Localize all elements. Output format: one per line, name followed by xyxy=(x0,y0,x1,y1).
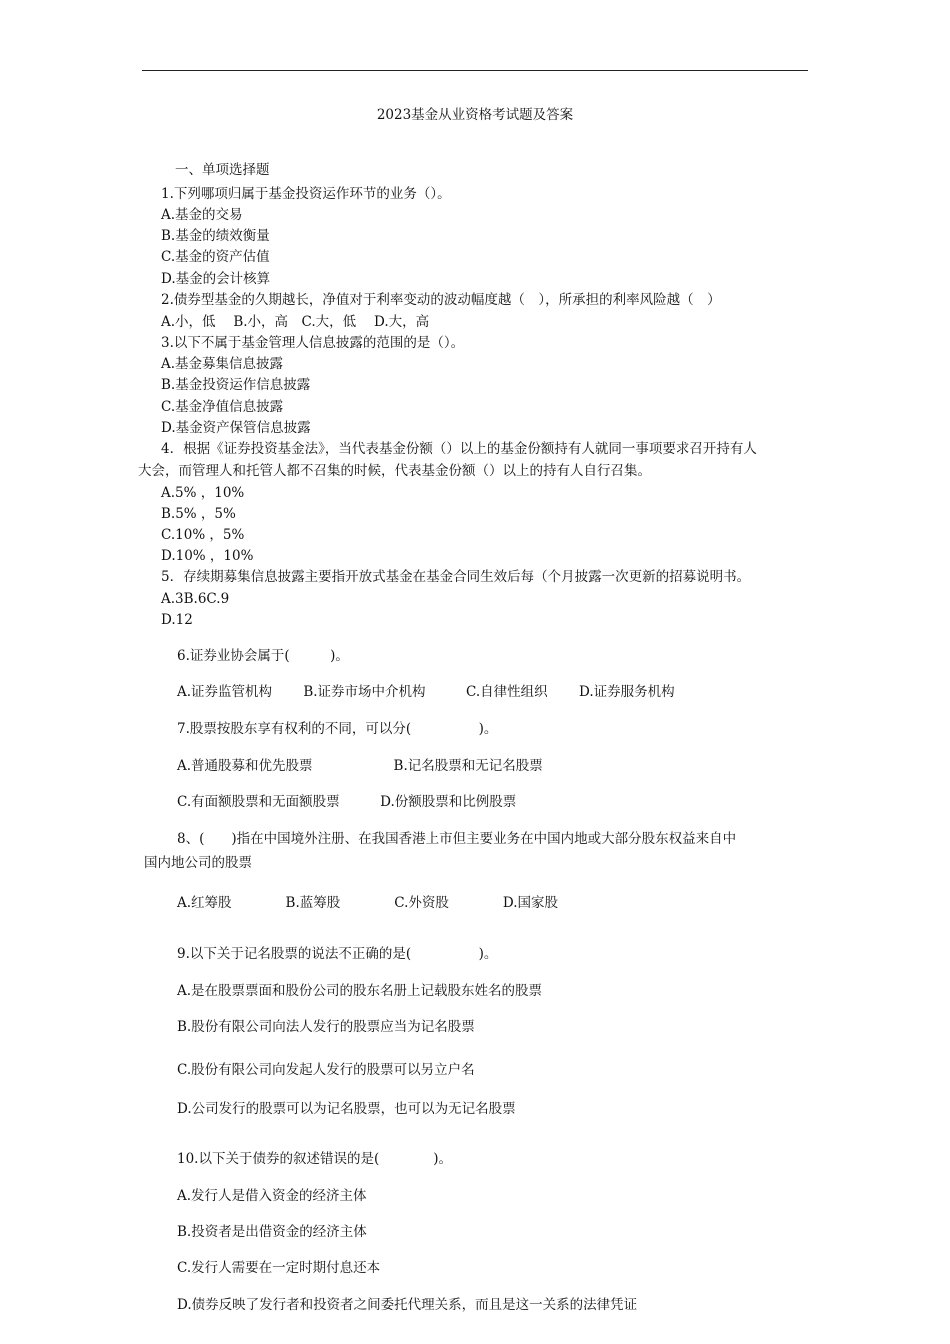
q8-options: A.红筹股 B.蓝筹股 C.外资股 D.国家股 xyxy=(177,895,559,911)
header-rule xyxy=(142,70,808,71)
q7-stem: 7.股票按股东享有权利的不同，可以分( )。 xyxy=(177,721,498,737)
q8-stem-line2: 国内地公司的股票 xyxy=(144,855,252,871)
q3-stem: 3.以下不属于基金管理人信息披露的范围的是（）。 xyxy=(161,335,465,351)
q10-option-a: A.发行人是借入资金的经济主体 xyxy=(177,1188,367,1204)
q10-option-d: D.债券反映了发行者和投资者之间委托代理关系，而且是这一关系的法律凭证 xyxy=(177,1297,638,1313)
q3-option-b: B.基金投资运作信息披露 xyxy=(161,377,311,393)
q8-stem-line1: 8、( )指在中国境外注册、在我国香港上市但主要业务在中国内地或大部分股东权益来自中 xyxy=(177,831,737,847)
q4-option-a: A.5% ，10% xyxy=(161,485,245,501)
q4-stem-line1: 4．根据《证券投资基金法》，当代表基金份额（）以上的基金份额持有人就同一事项要求召开持有人 xyxy=(161,441,757,457)
q4-stem-line2: 大会，而管理人和托管人都不召集的时候，代表基金份额（）以上的持有人自行召集。 xyxy=(138,463,651,479)
q9-option-b: B.股份有限公司向法人发行的股票应当为记名股票 xyxy=(177,1019,475,1035)
q3-option-c: C.基金净值信息披露 xyxy=(161,399,284,415)
q5-options-abc: A.3B.6C.9 xyxy=(161,591,230,607)
q5-stem: 5．存续期募集信息披露主要指开放式基金在基金合同生效后每（个月披露一次更新的招募说明书。 xyxy=(161,569,751,585)
q4-option-d: D.10% ，10% xyxy=(161,548,254,564)
q6-stem: 6.证券业协会属于( )。 xyxy=(177,648,349,664)
q5-option-d: D.12 xyxy=(161,612,193,628)
q7-options-cd: C.有面额股票和无面额股票 D.份额股票和比例股票 xyxy=(177,794,517,810)
q1-option-b: B.基金的绩效衡量 xyxy=(161,228,270,244)
q9-stem: 9.以下关于记名股票的说法不正确的是( )。 xyxy=(177,946,498,962)
q1-stem: 1.下列哪项归属于基金投资运作环节的业务（）。 xyxy=(161,186,451,202)
document-title: 2023基金从业资格考试题及答案 xyxy=(376,107,574,123)
q9-option-d: D.公司发行的股票可以为记名股票，也可以为无记名股票 xyxy=(177,1101,516,1117)
q4-option-c: C.10% ，5% xyxy=(161,527,245,543)
q9-option-c: C.股份有限公司向发起人发行的股票可以另立户名 xyxy=(177,1062,475,1078)
q10-option-c: C.发行人需要在一定时期付息还本 xyxy=(177,1260,381,1276)
q10-stem: 10.以下关于债券的叙述错误的是( )。 xyxy=(177,1151,453,1167)
q1-option-d: D.基金的会计核算 xyxy=(161,271,271,287)
q1-option-c: C.基金的资产估值 xyxy=(161,249,270,265)
q3-option-a: A.基金募集信息披露 xyxy=(161,356,284,372)
q1-option-a: A.基金的交易 xyxy=(161,207,243,223)
q9-option-a: A.是在股票票面和股份公司的股东名册上记载股东姓名的股票 xyxy=(177,983,543,999)
q10-option-b: B.投资者是出借资金的经济主体 xyxy=(177,1224,367,1240)
q7-options-ab: A.普通股募和优先股票 B.记名股票和无记名股票 xyxy=(177,758,543,774)
q2-options: A.小，低 B.小，高 C.大，低 D.大，高 xyxy=(161,314,430,330)
q4-option-b: B.5% ，5% xyxy=(161,506,236,522)
q6-options: A.证券监管机构 B.证券市场中介机构 C.自律性组织 D.证券服务机构 xyxy=(177,684,675,700)
section-heading: 一、单项选择题 xyxy=(175,162,270,178)
q3-option-d: D.基金资产保管信息披露 xyxy=(161,420,311,436)
q2-stem: 2.债券型基金的久期越长，净值对于利率变动的波动幅度越（ ），所承担的利率风险越（ ） xyxy=(161,292,721,308)
